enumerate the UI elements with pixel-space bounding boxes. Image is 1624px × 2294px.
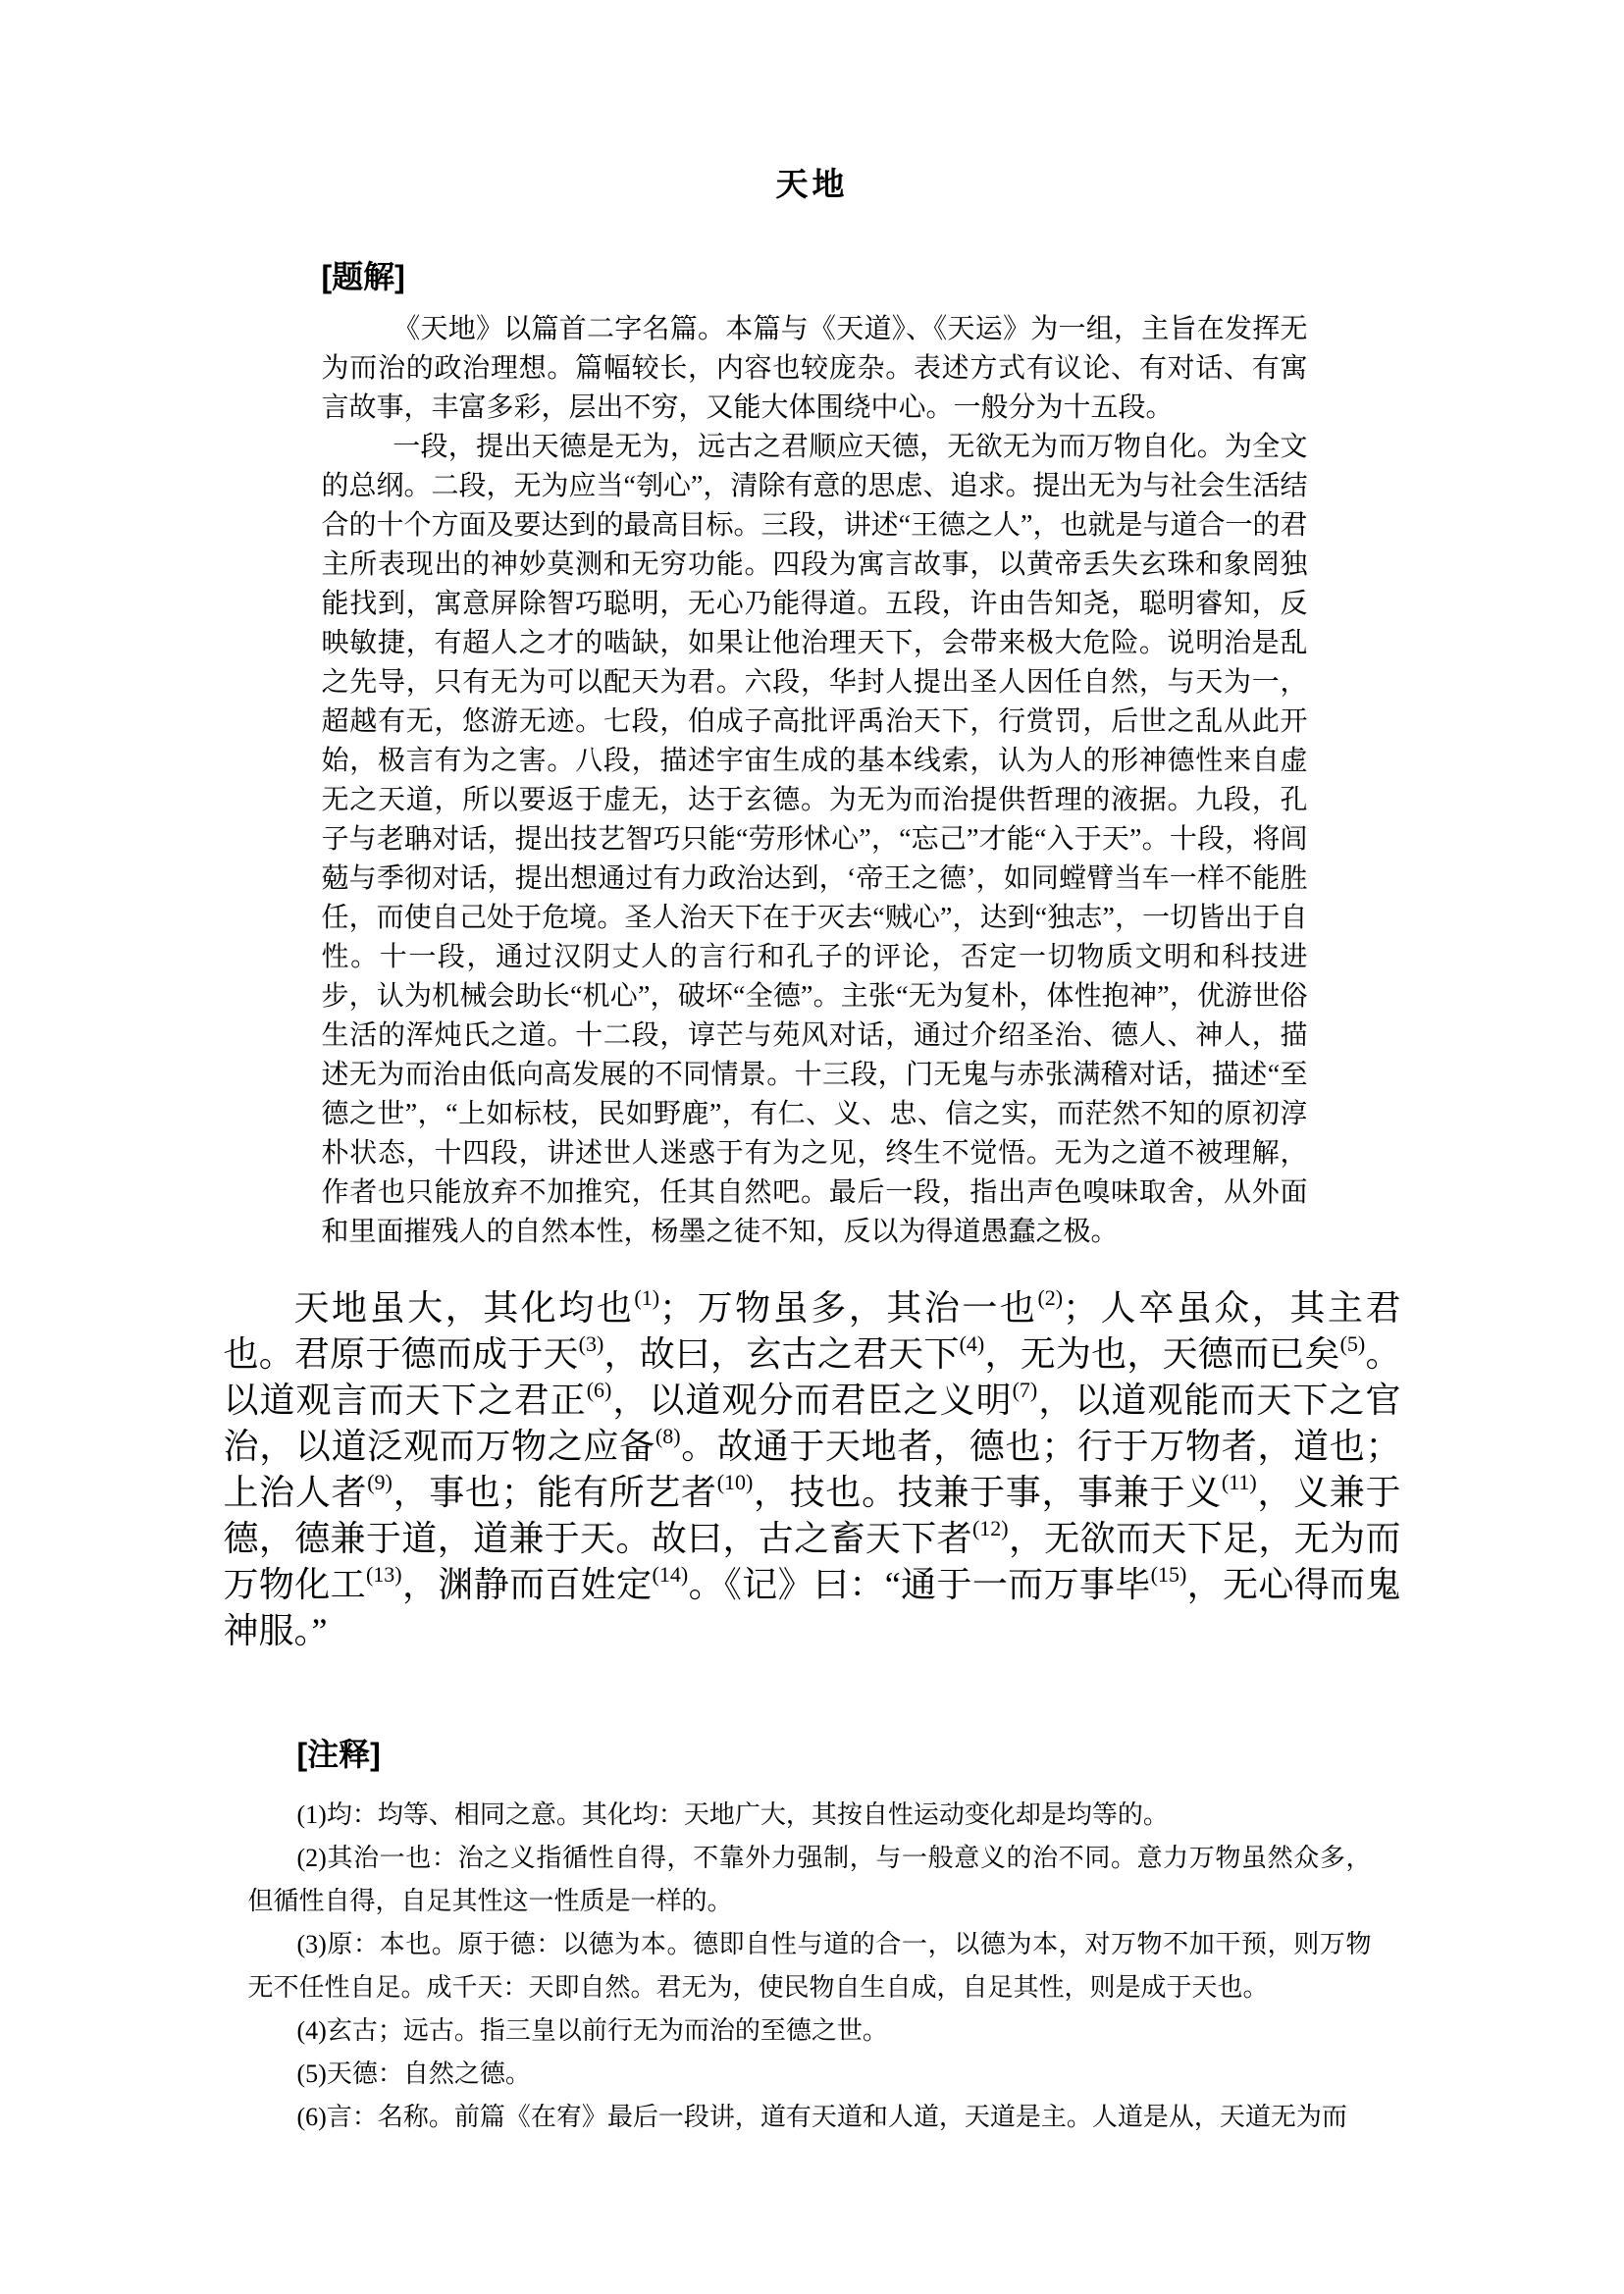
- note-ref: (10): [716, 1470, 754, 1494]
- note-ref: (7): [1012, 1378, 1038, 1402]
- note-ref: (9): [367, 1470, 393, 1494]
- main-text: 天地虽大，其化均也$^{(1)}$；万物虽多，其治一也$^{(2)}$；人卒虽众，其主君也。君原于德而成于天$^{(3)}$，故曰，玄古之君天下$^{(4)}$，无为也，天德而已矣$^{(5)}$。以道观言而天下之君正$^{(6)}$，以道观分而君臣之义明$^{(7)}$，以道观能而天下之官治，以道泛观而万物之应备$^{(8)}$。故通于天地者，德也；行于万物者，道也；上治人者$^{(9)}$，事也；能有所艺者$^{(10)}$，技也。技兼于事，事兼于义$^{(11)}$，义兼于德，德兼于道，道兼于天。故曰，古之畜天下者$^{(12)}$，无欲而天下足，无为而万物化工$^{(13)}$，渊静而百姓定$^{(14)}$。《记》曰：“通于一而万事毕$^{(15)}$，无心得而鬼神服。”: [223, 1285, 1401, 1650]
- tijie-paragraph-1: 《天地》以篇首二字名篇。本篇与《天道》、《天运》为一组，主旨在发挥无为而治的政治理想。篇幅较长，内容也较庞杂。表述方式有议论、有对话、有寓言故事，丰富多彩，层出不穷，又能大体围绕中心。一般分为十五段。: [321, 314, 1308, 423]
- note-ref: (15): [1150, 1562, 1187, 1587]
- tijie-section-header: [题解]: [321, 259, 405, 294]
- note-ref: (4): [959, 1331, 985, 1356]
- tijie-paragraph-2: 一段，提出天德是无为，远古之君顺应天德，无欲无为而万物自化。为全文的总纲。二段，无为应当“刳心”，清除有意的思虑、追求。提出无为与社会生活结合的十个方面及要达到的最高目标。三段，讲述“王德之人”，也就是与道合一的君主所表现出的神妙莫测和无穷功能。四段为寓言故事，以黄帝丢失玄珠和象罔独能找到，寓意屏除智巧聪明，无心乃能得道。五段，许由告知尧，聪明睿知，反映敏捷，有超人之才的啮缺，如果让他治理天下，会带来极大危险。说明治是乱之先导，只有无为可以配天为君。六段，华封人提出圣人因任自然，与天为一，超越有无，悠游无迹。七段，伯成子高批评禹治天下，行赏罚，后世之乱从此开始，极言有为之害。八段，描述宇宙生成的基本线索，认为人的形神德性来自虚无之天道，所以要返于虚无，达于玄德。为无为而治提供哲理的液据。九段，孔子与老聃对话，提出技艺智巧只能“劳形怵心”，“忘己”才能“入于天”。十段，将闾葂与季彻对话，提出想通过有力政治达到，‘帝王之德’，如同螳臂当车一样不能胜任，而使自己处于危境。圣人治天下在于灭去“贼心”，达到“独志”，一切皆出于自性。十一段，通过汉阴丈人的言行和孔子的评论，否定一切物质文明和科技进步，认为机械会助长“机心”，破坏“全德”。主张“无为复朴，体性抱神”，优游世俗生活的浑炖氏之道。十二段，谆芒与苑风对话，通过介绍圣治、德人、神人，描述无为而治由低向高发展的不同情景。十三段，门无鬼与赤张满稽对话，描述“至德之世”，“上如标枝，民如野鹿”，有仁、义、忠、信之实，而茫然不知的原初淳朴状态，十四段，讲述世人迷惑于有为之见，终生不觉悟。无为之道不被理解，作者也只能放弃不加推究，任其自然吧。最后一段，指出声色嗅味取舍，从外面和里面摧残人的自然本性，杨墨之徒不知，反以为得道愚蠢之极。: [321, 432, 1308, 1247]
- note-ref: (6): [586, 1378, 612, 1402]
- note-ref: (14): [652, 1562, 689, 1587]
- zhushi-section-header: [注释]: [296, 1737, 381, 1772]
- note-ref: (13): [365, 1562, 402, 1587]
- note-ref: (5): [1339, 1331, 1366, 1356]
- notes-list: [248, 1794, 1372, 2139]
- note-2: (2)其治一也：治之义指循性自得，不靠外力强制，与一般意义的治不同。意力万物虽然众多，但循性自得，自足其性这一性质是一样的。: [247, 1844, 1372, 1915]
- note-ref: (1): [634, 1285, 660, 1310]
- note-5: (5)天德：自然之德。: [296, 2059, 531, 2088]
- note-ref: (2): [1037, 1285, 1064, 1310]
- note-6: (6)言：名称。前篇《在宥》最后一段讲，道有天道和人道，天道是主。人道是从，天道无为而: [296, 2103, 1347, 2131]
- note-ref: (3): [578, 1331, 604, 1356]
- content-column: [224, 167, 1401, 2139]
- note-ref: (11): [1221, 1470, 1257, 1494]
- page-title: 天地: [775, 166, 849, 202]
- note-ref: (8): [655, 1424, 681, 1448]
- note-4: (4)玄古；远古。指三皇以前行无为而治的至德之世。: [296, 2016, 888, 2045]
- note-3: (3)原：本也。原于德：以德为本。德即自性与道的合一，以德为本，对万物不加干预，则万物无不任性自足。成千天：天即自然。君无为，使民物自生自成，自足其性，则是成于天也。: [247, 1930, 1372, 2002]
- note-1: (1)均：均等、相同之意。其化均：天地广大，其按自性运动变化却是均等的。: [296, 1800, 1169, 1829]
- note-ref: (12): [971, 1516, 1009, 1540]
